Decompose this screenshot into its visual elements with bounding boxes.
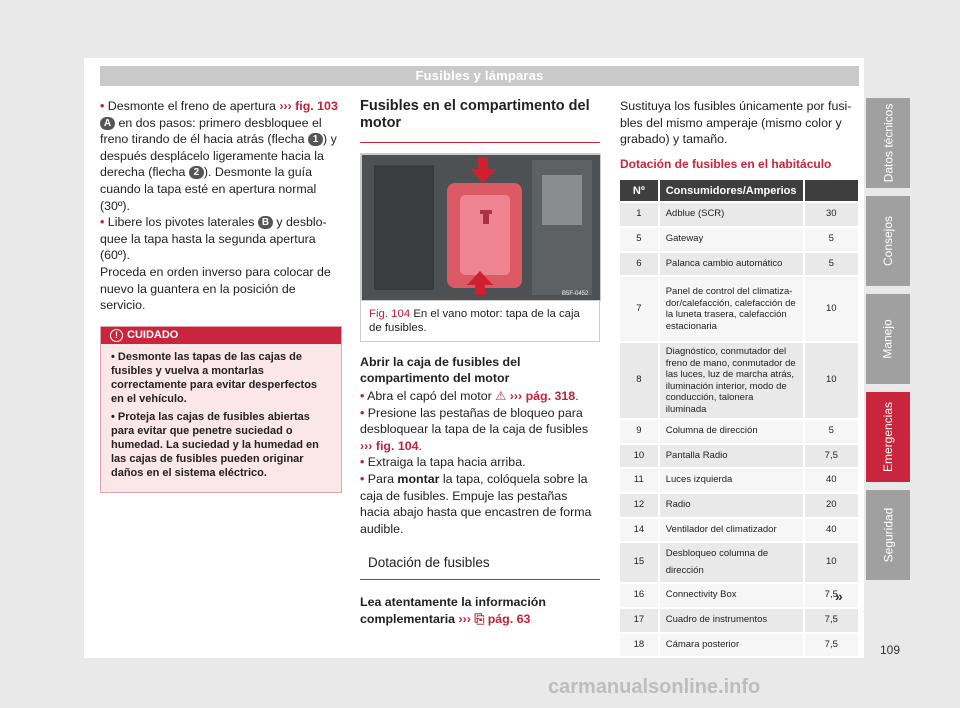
fuse-consumer: Desbloqueo columna de dirección <box>659 542 804 583</box>
fuse-consumer: Ventilador del climatizador <box>659 518 804 543</box>
fuse-number: 7 <box>620 276 659 342</box>
fuse-number: 17 <box>620 608 659 633</box>
bullet-icon: • <box>360 455 365 470</box>
bullet-icon: • <box>100 215 105 230</box>
info-book-icon: ⎘ <box>474 611 485 626</box>
photo-illustration <box>362 155 600 300</box>
fuse-number: 18 <box>620 633 659 657</box>
fuse-number: 6 <box>620 252 659 277</box>
fuse-consumer: Gateway <box>659 227 804 252</box>
fuse-amperage: 40 <box>804 518 859 543</box>
table-row <box>620 342 859 419</box>
step-bullet-1: • Desmonte el freno de apertura ››› fig. 103 A en dos pasos: primero desbloquee el freno tirando de él hacia atrás (flecha 1 ) y después desplácelo ligeramente hacia la derecha (flecha 2 ). Desmonte la guía cuando la tapa esté en apertura normal (30º). <box>100 99 338 213</box>
fig-link[interactable]: ››› fig. 103 <box>279 99 338 113</box>
fuse-amperage: 7,5 <box>804 583 859 608</box>
section-title: Fusibles en el compartimento del motor <box>360 98 590 131</box>
table-row <box>620 633 859 657</box>
marker-a: A <box>100 117 115 130</box>
table-row <box>620 608 859 633</box>
bullet-icon: • <box>360 405 365 420</box>
column-2 <box>360 98 600 635</box>
marker-2: 2 <box>189 166 204 179</box>
step-bullet: • Presione las pestañas de bloqueo para desbloquear la tapa de la caja de fusibles ››› fig. 104. <box>360 405 589 453</box>
fuse-amperage: 7,5 <box>804 608 859 633</box>
caution-item: • Proteja las cajas de fusibles abiertas para evitar que penetre suciedad o humedad. La suciedad y la humedad en las cajas de fusibles pueden originar daños en el sistema eléctrico. <box>111 410 319 479</box>
fuse-amperage: 10 <box>804 342 859 419</box>
warning-icon: ⚠ <box>495 389 507 403</box>
table-body <box>620 202 859 656</box>
fuse-consumer: Diagnóstico, conmutador del freno de mano, conmutador de las luces, luz de marcha atrás, iluminación interior, modo de conducción, talonera iluminada <box>659 342 804 419</box>
table-row <box>620 444 859 469</box>
figure-caption: Fig. 104 En el vano motor: tapa de la caja de fusibles. <box>369 308 580 334</box>
bullet-icon: • <box>360 389 365 403</box>
table-row <box>620 468 859 493</box>
fuse-consumer: Panel de control del climatizador/calefacción, calefacción de la luneta trasera, calefacción estacionaria <box>659 276 804 342</box>
page-link[interactable]: ››› pág. 318 <box>506 389 576 403</box>
fuse-amperage: 40 <box>804 468 859 493</box>
body-paragraph: Sustituya los fusibles únicamente por fusibles del mismo amperaje (mismo color y grabado) y tamaño. <box>620 99 852 147</box>
fuse-consumer: Columna de dirección <box>659 419 804 444</box>
fuse-consumer: Pantalla Radio <box>659 444 804 469</box>
table-header-row <box>620 180 859 202</box>
info-icon: ! <box>110 329 123 342</box>
fuse-amperage: 5 <box>804 419 859 444</box>
page-header: Fusibles y lámparas <box>100 66 859 86</box>
table-row <box>620 518 859 543</box>
fuse-amperage: 30 <box>804 202 859 227</box>
fuse-amperage: 5 <box>804 227 859 252</box>
fuse-amperage: 7,5 <box>804 633 859 657</box>
fig-link[interactable]: ››› fig. 104 <box>360 438 419 453</box>
bullet-icon: • <box>360 471 365 486</box>
fuse-number: 1 <box>620 202 659 227</box>
bullet-icon: • <box>100 99 105 113</box>
fuse-consumer: Connectivity Box <box>659 583 804 608</box>
fuse-amperage: 7,5 <box>804 444 859 469</box>
table-title: Dotación de fusibles en el habitáculo <box>620 156 832 171</box>
step-bullet: • Para montar la tapa, colóquela sobre la caja de fusibles. Empuje las pestañas hacia abajo hasta que encastren de forma audible. <box>360 471 592 536</box>
step-bullet: • Extraiga la tapa hacia arriba. <box>360 455 526 470</box>
caution-item: • Desmonte las tapas de las cajas de fusibles y vuelva a montarlas correctamente para evitar desperfectos en el vehículo. <box>111 350 318 405</box>
fuse-number: 14 <box>620 518 659 543</box>
fuse-number: 5 <box>620 227 659 252</box>
marker-b: B <box>258 216 273 229</box>
fuse-number: 16 <box>620 583 659 608</box>
step-bullet: • Abra el capó del motor ⚠ ››› pág. 318. <box>360 389 579 403</box>
subsection-title: Dotación de fusibles <box>360 555 600 580</box>
fuse-number: 11 <box>620 468 659 493</box>
fuse-table <box>620 180 860 656</box>
table-row <box>620 227 859 252</box>
table-row <box>620 542 859 583</box>
tab-seguridad[interactable]: Seguridad <box>866 490 910 580</box>
caution-header: ! CUIDADO <box>101 327 341 344</box>
fuse-consumer: Cuadro de instrumentos <box>659 608 804 633</box>
fuse-consumer: Radio <box>659 493 804 518</box>
body-paragraph: Proceda en orden inverso para colocar de nuevo la guantera en la posición de servicio. <box>100 264 331 313</box>
header-consumers: Consumidores/Amperios <box>659 180 804 202</box>
header-number: Nº <box>620 180 659 202</box>
page-number: 109 <box>880 643 901 657</box>
step-bullet-2: • Libere los pivotes laterales B y desbloquee la tapa hasta la segunda apertura (60º). <box>100 215 327 263</box>
table-row <box>620 276 859 342</box>
section-rule <box>360 142 600 143</box>
figure-code: B5F-0452 <box>562 291 589 297</box>
tab-emergencias[interactable]: Emergencias <box>866 392 910 482</box>
tab-manejo[interactable]: Manejo <box>866 294 910 384</box>
column-3 <box>620 98 860 656</box>
fuse-number: 8 <box>620 342 659 419</box>
table-row <box>620 202 859 227</box>
fuse-number: 9 <box>620 419 659 444</box>
table-row <box>620 583 859 608</box>
marker-1: 1 <box>308 133 323 146</box>
caution-body <box>101 344 341 492</box>
continue-icon: » <box>835 588 843 604</box>
page-link[interactable]: ››› <box>458 611 471 626</box>
fuse-amperage: 10 <box>804 542 859 583</box>
table-row <box>620 493 859 518</box>
figure-104 <box>360 153 600 342</box>
fuse-number: 15 <box>620 542 659 583</box>
fuse-consumer: Palanca cambio automático <box>659 252 804 277</box>
header-amps <box>804 180 859 202</box>
tab-datos-tecnicos[interactable]: Datos técnicos <box>866 98 910 188</box>
fuse-consumer: Adblue (SCR) <box>659 202 804 227</box>
watermark: carmanualsonline.info <box>548 676 761 698</box>
fuse-consumer: Cámara posterior <box>659 633 804 657</box>
fuse-amperage: 10 <box>804 276 859 342</box>
read-more-note: Lea atentamente la información complementaria ››› ⎘ pág. 63 <box>360 594 546 626</box>
fuse-amperage: 5 <box>804 252 859 277</box>
procedure-heading: Abrir la caja de fusibles del compartimento del motor <box>360 355 521 385</box>
column-1 <box>100 98 342 493</box>
fuse-consumer: Luces izquierda <box>659 468 804 493</box>
engine-fusebox-photo <box>361 154 601 301</box>
fuse-number: 10 <box>620 444 659 469</box>
fuse-amperage: 20 <box>804 493 859 518</box>
fuse-number: 12 <box>620 493 659 518</box>
tab-consejos[interactable]: Consejos <box>866 196 910 286</box>
table-row <box>620 252 859 277</box>
table-row <box>620 419 859 444</box>
caution-box <box>100 326 342 493</box>
